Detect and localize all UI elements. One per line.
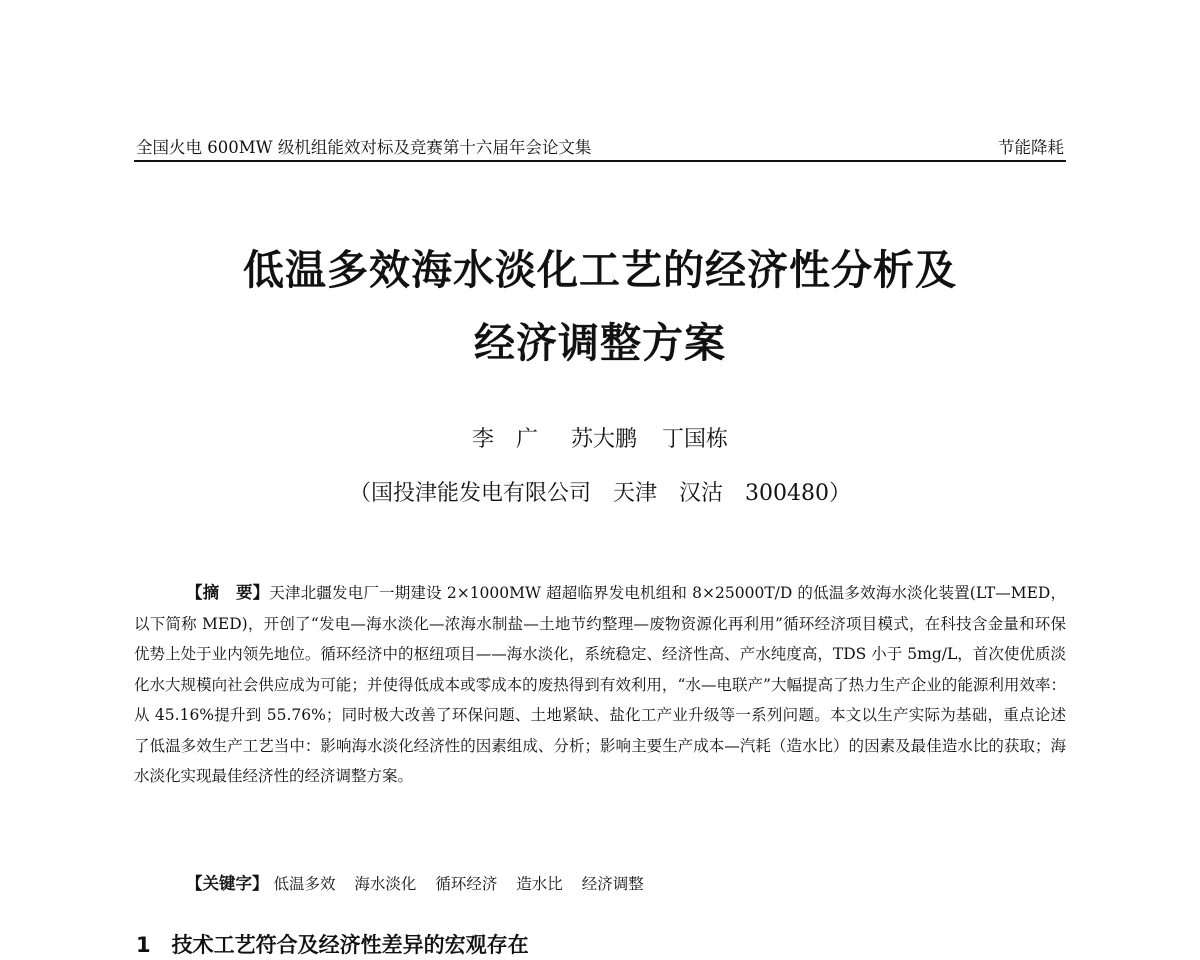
keyword: 造水比 [516, 875, 563, 893]
abstract-label: 【摘 要】 [186, 583, 270, 602]
abstract-paragraph [134, 578, 1066, 792]
journal-title: 全国火电 600MW 级机组能效对标及竞赛第十六届年会论文集 [136, 138, 592, 157]
keyword: 低温多效 [273, 875, 336, 893]
paper-title-line-1: 低温多效海水淡化工艺的经济性分析及 [243, 246, 957, 294]
keywords-line [186, 869, 658, 899]
author-2: 苏大鹏 [570, 427, 637, 452]
running-header [134, 130, 1066, 162]
section-heading: 1 技术工艺符合及经济性差异的宏观存在 [136, 933, 529, 957]
author-list [0, 425, 1200, 455]
keywords-label: 【关键字】 [186, 874, 269, 893]
paper-title-line-2: 经济调整方案 [474, 319, 726, 367]
section-name: 节能降耗 [998, 138, 1064, 157]
keyword: 经济调整 [581, 875, 644, 893]
affiliation: （国投津能发电有限公司 天津 汉沽 300480） [349, 481, 851, 506]
keyword: 循环经济 [435, 875, 498, 893]
abstract-text: 天津北疆发电厂一期建设 2×1000MW 超超临界发电机组和 8×25000T/D 的低温多效海水淡化装置(LT—MED，以下简称 MED)，开创了“发电—海水淡化—浓海水制盐—土地节约整理—废物资源化再利用”循环经济项目模式，在科技含金量和环保优势上处于业内领先地位。循环经济中的枢纽项目——海水淡化，系统稳定、经济性高、产水纯度高，TDS 小于 5mg/L，首次使优质淡化水大规模向社会供应成为可能；并使得低成本或零成本的废热得到有效利用，“水—电联产”大幅提高了热力生产企业的能源利用效率：从 45.16%提升到 55.76%；同时极大改善了环保问题、土地紧缺、盐化工产业升级等一系列问题。本文以生产实际为基础，重点论述了低温多效生产工艺当中：影响海水淡化经济性的因素组成、分析；影响主要生产成本—汽耗（造水比）的因素及最佳造水比的获取；海水淡化实现最佳经济性的经济调整方案。 [134, 584, 1066, 785]
author-1: 李 广 [471, 427, 538, 452]
author-3: 丁国栋 [662, 427, 729, 452]
keyword: 海水淡化 [354, 875, 417, 893]
